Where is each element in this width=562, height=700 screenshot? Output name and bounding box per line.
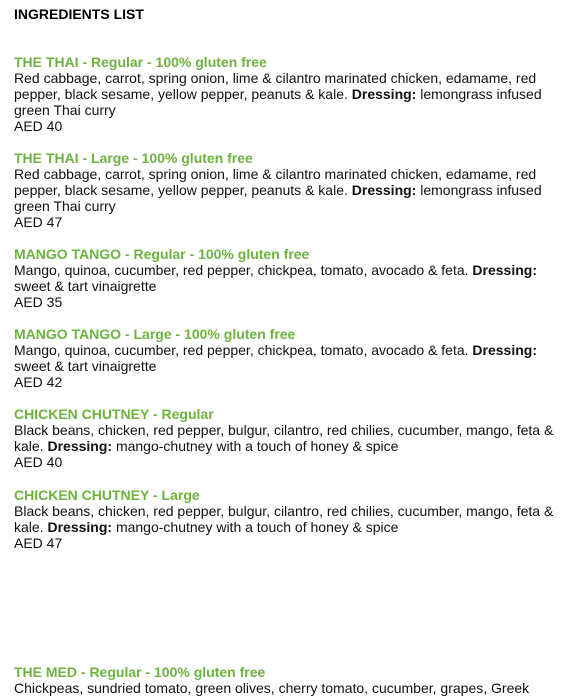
item-description (14, 342, 554, 374)
item-description (14, 70, 554, 118)
item-dressing: mango-chutney with a touch of honey & spice (115, 438, 399, 454)
item-dressing: sweet & tart vinaigrette (14, 278, 157, 294)
item-description (14, 262, 554, 294)
item-title: THE THAI - Large - 100% gluten free (14, 150, 253, 166)
dressing-label: Dressing: (472, 342, 537, 358)
item-ingredients: Mango, quinoa, cucumber, red pepper, chickpea, tomato, avocado & feta. (14, 342, 469, 358)
item-title: THE MED - Regular - 100% gluten free (14, 664, 266, 680)
item-description (14, 166, 554, 214)
dressing-label: Dressing: (351, 86, 417, 102)
dressing-label: Dressing: (472, 262, 537, 278)
item-ingredients: Mango, quinoa, cucumber, red pepper, chickpea, tomato, avocado & feta. (14, 262, 469, 278)
page-heading: INGREDIENTS LIST (14, 6, 144, 22)
item-title: CHICKEN CHUTNEY - Large (14, 487, 200, 503)
menu-item-mango-tango-regular (14, 246, 554, 310)
dressing-label: Dressing: (47, 438, 113, 454)
item-title: THE THAI - Regular - 100% gluten free (14, 54, 267, 70)
item-description: Chickpeas, sundried tomato, green olives, cherry tomato, cucumber, grapes, Greek (14, 680, 530, 696)
item-price: AED 42 (14, 374, 63, 390)
item-price: AED 40 (14, 454, 63, 470)
item-title: MANGO TANGO - Regular - 100% gluten free (14, 246, 310, 262)
item-dressing: lemongrass infused green Thai curry (14, 182, 542, 214)
item-ingredients: Red cabbage, carrot, spring onion, lime & cilantro marinated chicken, edamame, red pepper, black sesame, yellow pepper, peanuts & kale. (14, 166, 537, 198)
item-ingredients: Black beans, chicken, red pepper, bulgur, cilantro, red chilies, cucumber, mango, feta & kale. (14, 422, 554, 454)
menu-item-thai-large (14, 150, 554, 230)
dressing-label: Dressing: (351, 182, 417, 198)
item-ingredients: Red cabbage, carrot, spring onion, lime & cilantro marinated chicken, edamame, red pepper, black sesame, yellow pepper, peanuts & kale. (14, 70, 537, 102)
menu-item-chicken-chutney-regular (14, 406, 554, 470)
item-price: AED 35 (14, 294, 63, 310)
menu-item-med-regular (14, 664, 554, 696)
item-price: AED 47 (14, 535, 63, 551)
item-title: CHICKEN CHUTNEY - Regular (14, 406, 214, 422)
item-price: AED 40 (14, 118, 63, 134)
menu-item-thai-regular (14, 54, 554, 134)
item-ingredients: Black beans, chicken, red pepper, bulgur, cilantro, red chilies, cucumber, mango, feta & kale. (14, 503, 554, 535)
item-dressing: lemongrass infused green Thai curry (14, 86, 542, 118)
item-title: MANGO TANGO - Large - 100% gluten free (14, 326, 296, 342)
menu-item-chicken-chutney-large (14, 487, 554, 551)
menu-item-mango-tango-large (14, 326, 554, 390)
item-description (14, 422, 554, 454)
item-description (14, 503, 554, 535)
item-dressing: sweet & tart vinaigrette (14, 358, 157, 374)
item-price: AED 47 (14, 214, 63, 230)
dressing-label: Dressing: (47, 519, 113, 535)
item-dressing: mango-chutney with a touch of honey & spice (115, 519, 399, 535)
